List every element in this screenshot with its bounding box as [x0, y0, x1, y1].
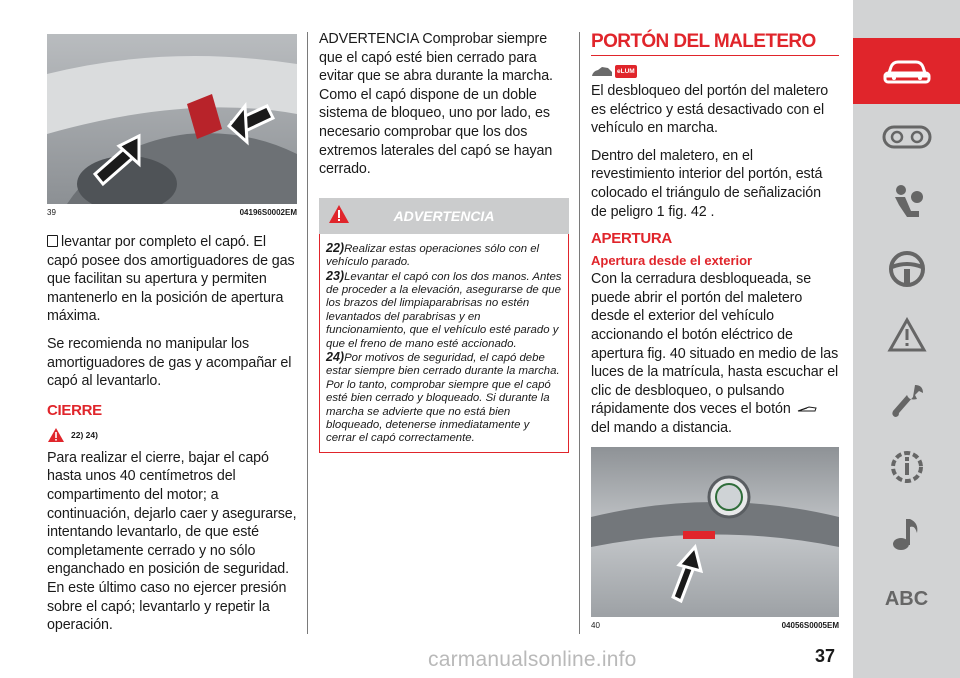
dashboard-gauges-icon	[882, 124, 932, 150]
heading-cierre: CIERRE	[47, 401, 102, 419]
column-2	[319, 0, 569, 453]
paragraph-closing: Para realizar el cierre, bajar el capó hasta unos 40 centímetros del compartimento del motor; a continuación, dejarlo caer y asegurarse, intentando levantarlo, de que esté completamente cerrado y no sólo enganchado en posición de seguridad. En este último caso no ejercer presión sobre el capó; levantarlo y repetir la operación.	[47, 449, 297, 634]
page-number: 37	[815, 646, 836, 666]
column-1	[47, 0, 297, 644]
warning-item: 23)Levantar el capó con los dos manos. Antes de proceder a la elevación, asegurarse de que los brazos del limpiaparabrisas no estén levantados del parabrisas y en funcionamiento, que el vehículo esté parado y que el freno de mano esté accionado.	[326, 268, 562, 350]
column-3	[591, 0, 839, 630]
warning-refs: 22) 24)	[47, 427, 297, 443]
figure-number: 40	[591, 620, 600, 630]
hood-illustration	[47, 34, 297, 204]
abc-index-icon: ABC	[884, 587, 929, 610]
column-divider	[579, 32, 580, 634]
paragraph-gas-dampers: Se recomienda no manipular los amortiguadores de gas y acompañar el capó al levantarlo.	[47, 335, 292, 390]
warning-panel	[319, 198, 569, 453]
music-note-icon	[887, 513, 927, 553]
subheading-exterior: Apertura desde el exterior	[591, 253, 753, 269]
warning-item: 24)Por motivos de seguridad, el capó debe estar siempre bien cerrado durante la marcha. Por lo tanto, comprobar siempre que el capó esté bien cerrado y bloqueado. Si durante la marcha se advierte que no está bien bloqueado, detenerse inmediatamente y cerrar el capó correctamente.	[326, 350, 560, 445]
warning-panel-body	[319, 234, 569, 453]
chapter-sidebar	[853, 0, 960, 678]
warning-triangle-icon	[47, 427, 65, 443]
sidebar-item-dashboard[interactable]	[853, 104, 960, 170]
paragraph-opening-exterior: Con la cerradura desbloqueada, se puede abrir el portón del maletero desde el exterior del vehículo accionando el botón eléctrico de apertura fig. 40 situado en medio de las luces de la matrícula, hasta escuchar el clic de desbloqueo, o pulsando rápidamente dos veces el botón del mando a distancia.	[591, 271, 839, 436]
steering-wheel-icon	[887, 249, 927, 289]
sidebar-item-driving[interactable]	[853, 236, 960, 302]
paragraph-triangle-location: Dentro del maletero, en el revestimiento interior del portón, está colocado el triángulo de señalización de peligro 1 fig. 42 .	[591, 147, 823, 220]
sidebar-item-multimedia[interactable]	[853, 500, 960, 566]
warning-triangle-icon	[887, 317, 927, 353]
heading-apertura: APERTURA	[591, 230, 672, 248]
paragraph-electric-release: El desbloqueo del portón del maletero es eléctrico y está desactivado con el vehículo en marcha.	[591, 83, 829, 137]
sidebar-item-technical-data[interactable]	[853, 434, 960, 500]
paragraph-advertencia-check: ADVERTENCIA Comprobar siempre que el capó esté bien cerrado para evitar que se abra durante la marcha. Como el capó dispone de un doble sistema de bloqueo, uno por lado, es necesario comprobar que los dos extremos laterales del capó se hayan cerrado.	[319, 31, 553, 178]
section-title: PORTÓN DEL MALETERO	[591, 31, 839, 56]
seat-occupant-icon	[887, 183, 927, 223]
warning-triangle-icon	[328, 204, 350, 224]
equipment-badges	[591, 65, 839, 78]
sidebar-item-safety[interactable]	[853, 170, 960, 236]
figure-code: 04196S0002EM	[239, 208, 297, 217]
column-divider	[307, 32, 308, 634]
figure-code: 04056S0005EM	[781, 620, 839, 630]
info-gear-icon	[887, 447, 927, 487]
car-icon	[882, 56, 932, 86]
wrench-icon	[887, 381, 927, 421]
warning-title: ADVERTENCIA	[393, 207, 495, 224]
figure-number: 39	[47, 208, 56, 217]
tailgate-illustration	[591, 447, 839, 617]
figure-39-hood-image	[47, 34, 297, 204]
paragraph-hood-open: levantar por completo el capó. El capó posee dos amortiguadores de gas que facilitan su apertura y permiten mantenerlo en la posición de apertura máxima.	[47, 234, 295, 325]
figure-40-tailgate-image	[591, 447, 839, 617]
car-silhouette-icon	[591, 66, 613, 78]
figure-39-caption	[47, 208, 297, 217]
warning-panel-header	[319, 198, 569, 234]
figure-40-caption	[591, 621, 839, 630]
sidebar-item-car[interactable]	[853, 38, 960, 104]
watermark: carmanualsonline.info	[428, 648, 637, 671]
remote-key-icon	[797, 405, 817, 413]
checkbox-square-icon	[47, 235, 58, 247]
elum-badge: eLUM	[615, 65, 637, 78]
warning-item: 22)Realizar estas operaciones sólo con el vehículo parado.	[326, 240, 540, 269]
sidebar-item-index[interactable]	[853, 566, 960, 632]
sidebar-item-emergency[interactable]	[853, 302, 960, 368]
sidebar-item-maintenance[interactable]	[853, 368, 960, 434]
